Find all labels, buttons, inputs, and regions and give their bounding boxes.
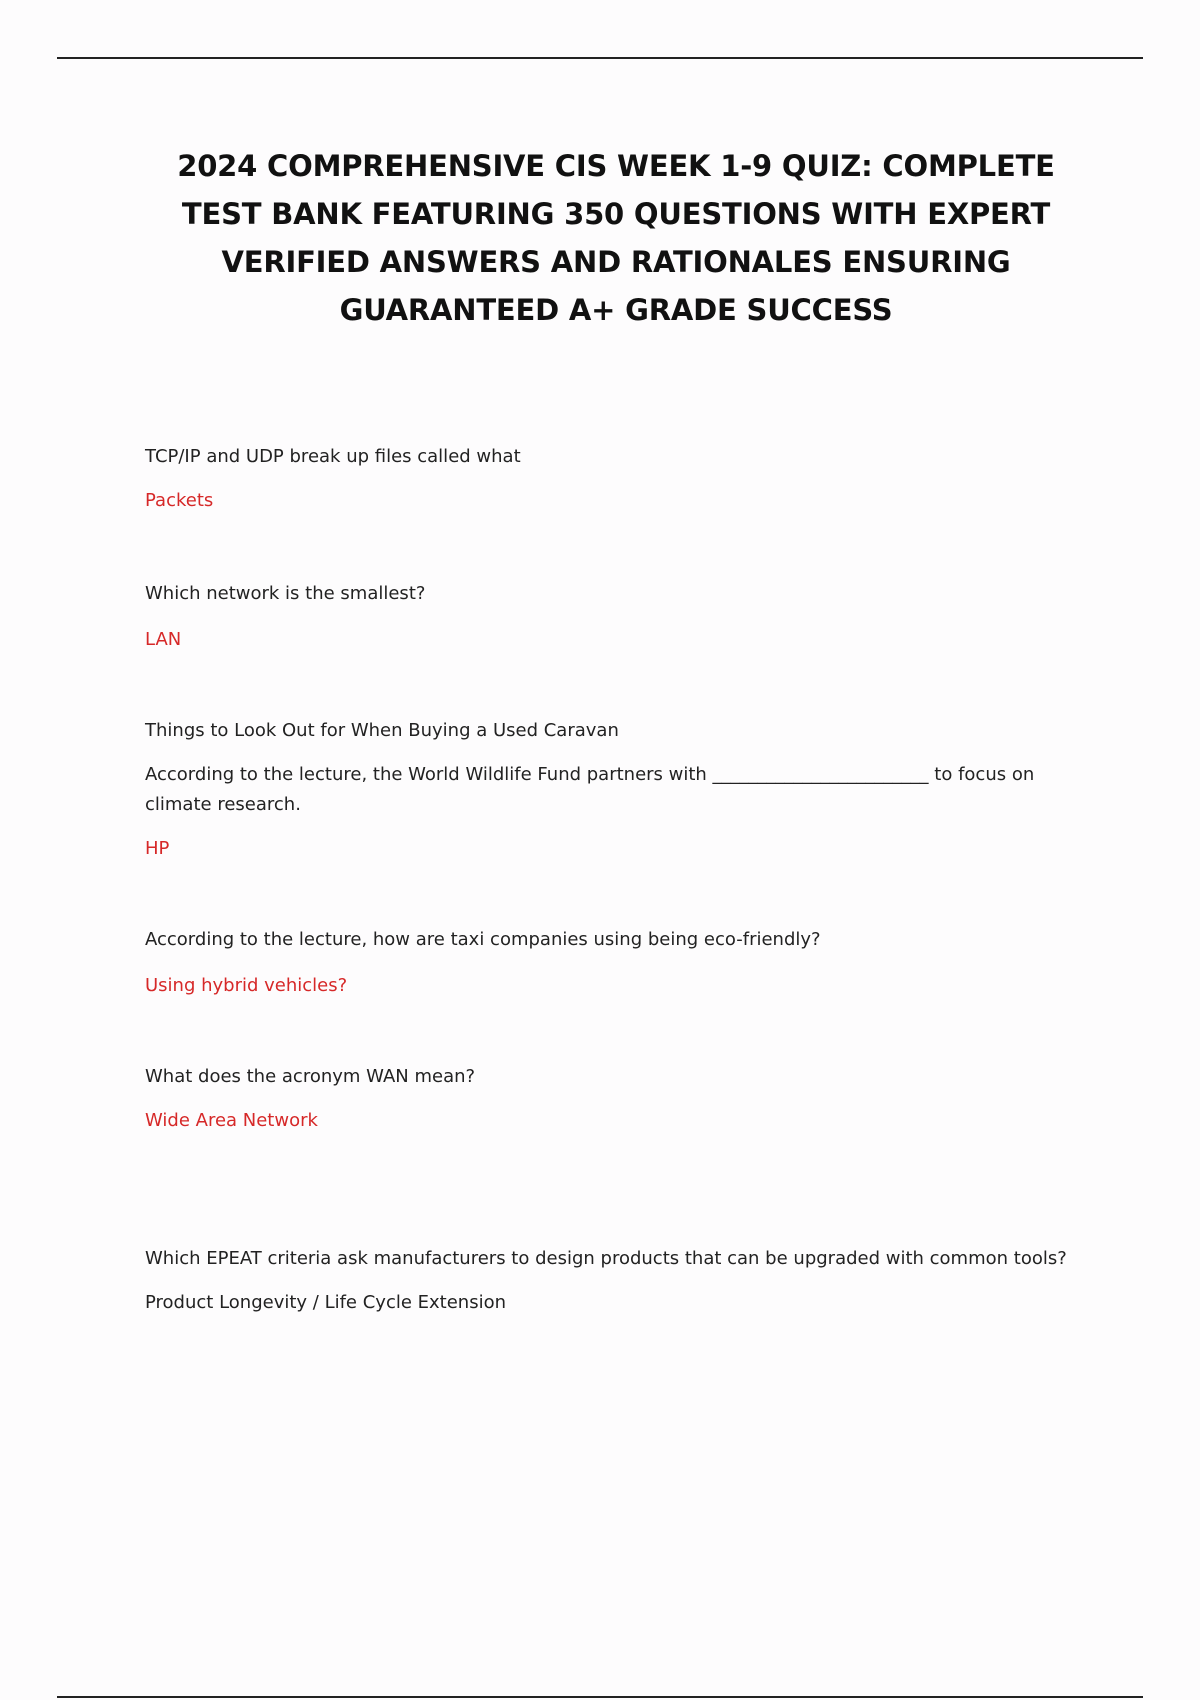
question-text: What does the acronym WAN mean? bbox=[145, 1066, 476, 1087]
question-text: Which network is the smallest? bbox=[145, 583, 426, 604]
qa-item-5 bbox=[145, 1062, 1095, 1136]
qa-item-6 bbox=[145, 1244, 1095, 1318]
qa-item-2 bbox=[145, 579, 1095, 655]
answer-text: HP bbox=[145, 838, 170, 859]
document-title: 2024 COMPREHENSIVE CIS WEEK 1-9 QUIZ: COMPLETE TEST BANK FEATURING 350 QUESTIONS WITH EXPERT VERIFIED ANSWERS AND RATIONALES ENSURING GUARANTEED A+ GRADE SUCCESS bbox=[177, 149, 1055, 327]
answer-text: Product Longevity / Life Cycle Extension bbox=[145, 1292, 507, 1313]
top-rule bbox=[57, 57, 1143, 59]
qa-item-1 bbox=[145, 442, 1095, 516]
answer-text: Wide Area Network bbox=[145, 1110, 318, 1131]
question-text: TCP/IP and UDP break up files called what bbox=[145, 446, 521, 467]
section-heading: Things to Look Out for When Buying a Used Caravan bbox=[145, 720, 619, 741]
question-text: According to the lecture, how are taxi companies using being eco-friendly? bbox=[145, 929, 821, 950]
answer-text: LAN bbox=[145, 629, 182, 650]
question-text: According to the lecture, the World Wildlife Fund partners with ________________________ to focus on climate research. bbox=[145, 764, 1035, 815]
qa-item-3 bbox=[145, 716, 1095, 864]
answer-text: Packets bbox=[145, 490, 214, 511]
qa-item-4 bbox=[145, 925, 1095, 1001]
question-text: Which EPEAT criteria ask manufacturers to design products that can be upgraded with common tools? bbox=[145, 1248, 1067, 1269]
bottom-rule bbox=[57, 1696, 1143, 1698]
answer-text: Using hybrid vehicles? bbox=[145, 975, 348, 996]
